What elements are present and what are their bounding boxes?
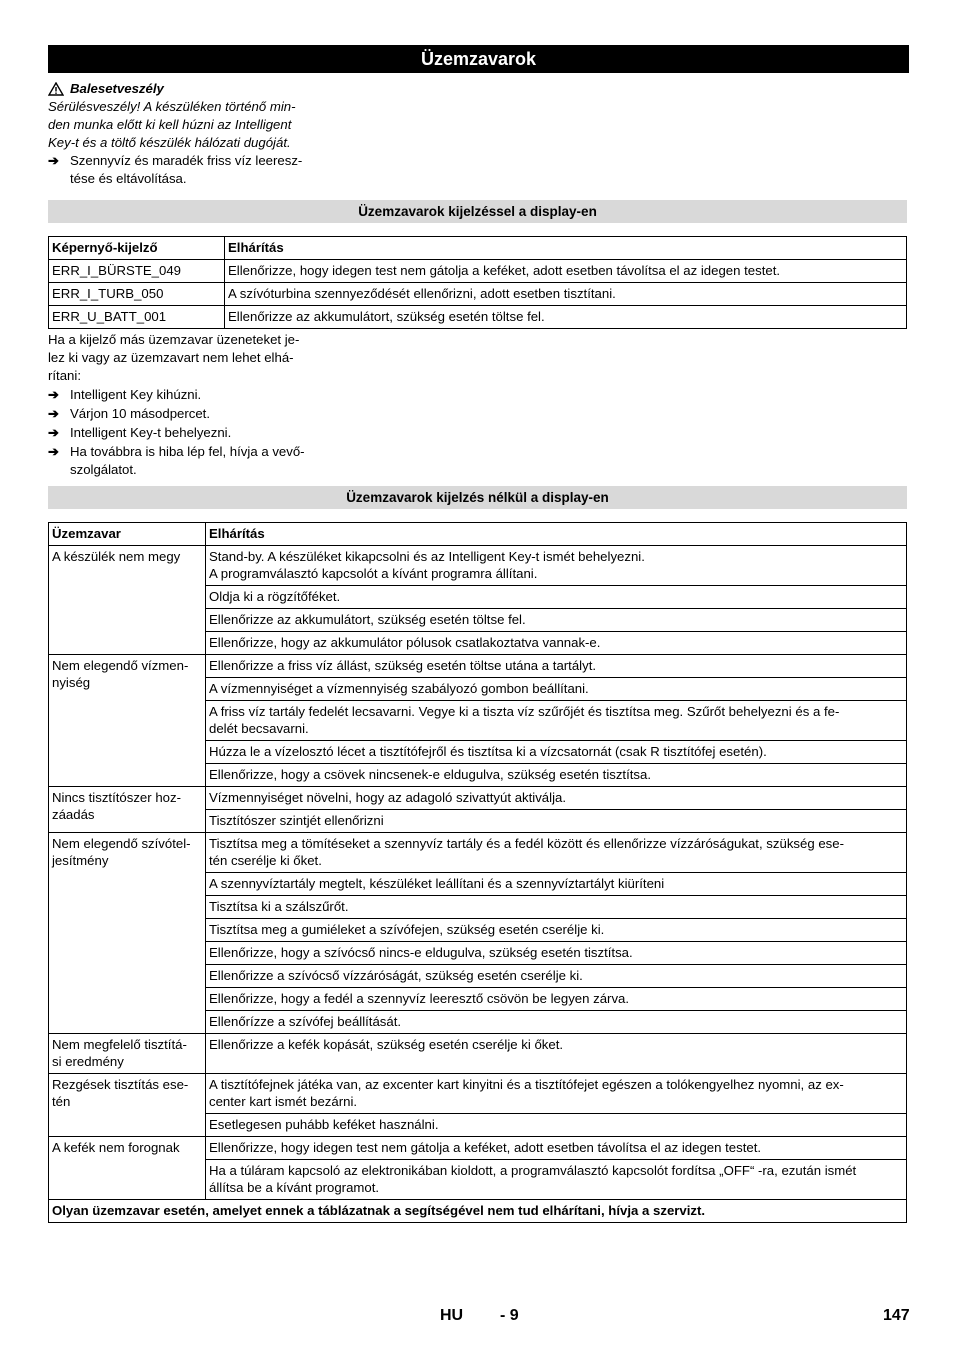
remedy-cell: Tisztítsa ki a szálszűrőt. (206, 896, 907, 919)
warning-text (48, 98, 328, 152)
intro-line: Ha a kijelző más üzemzavar üzeneteket je- (48, 332, 300, 347)
header-cell: Üzemzavar (49, 523, 206, 546)
arrow-right-icon: ➔ (48, 153, 60, 168)
fault-cell: Nem elegendő szívótel- jesítmény (49, 833, 206, 1034)
remedy-cell: Ellenőrizze az akkumulátort, szükség esetén töltse fel. (206, 609, 907, 632)
fault-cell: Nem elegendő vízmen- nyiség (49, 655, 206, 787)
warning-text-line: Sérülésveszély! A készüléken történő min- (48, 99, 296, 114)
remedy-cell: Ellenőrizze, hogy a fedél a szennyvíz leeresztő csövön be legyen zárva. (206, 988, 907, 1011)
remedy: Ellenőrizze az akkumulátort, szükség esetén töltse fel. (225, 306, 907, 329)
reset-instructions (48, 331, 328, 479)
fault-cell: A készülék nem megy (49, 546, 206, 655)
table-header-row (49, 523, 907, 546)
step-text: Várjon 10 másodpercet. (70, 406, 211, 421)
table-row (49, 283, 907, 306)
warning-text-line: den munka előtt ki kell húzni az Intelligent (48, 117, 292, 132)
remedy-cell: Stand-by. A készüléket kikapcsolni és az Intelligent Key-t ismét behelyezni. A programválasztó kapcsolót a kívánt programra állítani. (206, 546, 907, 586)
final-note: Olyan üzemzavar esetén, amelyet ennek a táblázatnak a segítségével nem tud elhárítani, hívja a szervizt. (49, 1200, 907, 1223)
step-text: Intelligent Key-t behelyezni. (70, 425, 232, 440)
arrow-right-icon: ➔ (48, 425, 60, 440)
remedy: Ellenőrizze, hogy idegen test nem gátolja a keféket, adott esetben távolítsa el az idegen testet. (225, 260, 907, 283)
remedy-cell: Tisztítsa meg a gumiéleket a szívófejen, szükség esetén cserélje ki. (206, 919, 907, 942)
page-title: Üzemzavarok (48, 45, 909, 73)
step-item (48, 443, 328, 479)
fault-cell: Rezgések tisztítás ese- tén (49, 1074, 206, 1137)
remedy-cell: Ellenőrizze, hogy az akkumulátor pólusok csatlakoztatva vannak-e. (206, 632, 907, 655)
table-row (49, 1074, 907, 1114)
table-header-row (49, 237, 907, 260)
remedy-cell: Ellenőrizze, hogy a szívócső nincs-e eldugulva, szükség esetén tisztítsa. (206, 942, 907, 965)
section-heading-no-display: Üzemzavarok kijelzés nélkül a display-en (48, 486, 907, 509)
step-item (48, 405, 328, 423)
remedy-cell: Ellenőrizze, hogy idegen test nem gátolja a keféket, adott esetben távolítsa el az idegen testet. (206, 1137, 907, 1160)
remedy-cell: Ellenőrizze a friss víz állást, szükség esetén töltse utána a tartályt. (206, 655, 907, 678)
table-row (49, 655, 907, 678)
remedy-cell: Ellenőrízze a szívófej beállítását. (206, 1011, 907, 1034)
remedy-cell: A friss víz tartály fedelét lecsavarni. Vegye ki a tiszta víz szűrőjét és tisztítsa meg. Szűrőt behelyezni és a fe- delét becsavarni. (206, 701, 907, 741)
step-text: Intelligent Key kihúzni. (70, 387, 202, 402)
arrow-right-icon: ➔ (48, 387, 60, 402)
error-code: ERR_I_BÜRSTE_049 (49, 260, 225, 283)
arrow-right-icon: ➔ (48, 444, 60, 459)
remedy-cell: Húzza le a vízelosztó lécet a tisztítófejről és tisztítsa ki a vízcsatornát (csak R tisztítófej esetén). (206, 741, 907, 764)
warning-block (48, 80, 328, 188)
footer-language: HU (440, 1307, 464, 1324)
warning-step-line: Szennyvíz és maradék friss víz leeresz- (70, 153, 303, 168)
table-row (49, 546, 907, 586)
remedy-cell: Ellenőrizze a szívócső vízzáróságát, szükség esetén cserélje ki. (206, 965, 907, 988)
table-row (49, 306, 907, 329)
fault-cell: Nincs tisztítószer hoz- záadás (49, 787, 206, 833)
table-row (49, 1034, 907, 1074)
error-code: ERR_I_TURB_050 (49, 283, 225, 306)
footer-page-number: 147 (883, 1307, 910, 1324)
section-heading-display: Üzemzavarok kijelzéssel a display-en (48, 200, 907, 223)
remedy-cell: A szennyvíztartály megtelt, készüléket leállítani és a szennyvíztartályt kiüríteni (206, 873, 907, 896)
warning-step-line: tése és eltávolítása. (70, 171, 187, 186)
fault-cell: Nem megfelelő tisztítá- si eredmény (49, 1034, 206, 1074)
header-cell: Elhárítás (225, 237, 907, 260)
step-text-line: Ha továbbra is hiba lép fel, hívja a vevő- (70, 444, 305, 459)
arrow-right-icon: ➔ (48, 406, 60, 421)
step-text-line: szolgálatot. (70, 462, 137, 477)
remedy-cell: A tisztítófejnek játéka van, az excenter kart kinyitni és a tisztítófejet egészen a tolókengyelhez nyomni, az ex- center kart ismét bezárni. (206, 1074, 907, 1114)
remedy-cell: Tisztítószer szintjét ellenőrizni (206, 810, 907, 833)
intro-line: lez ki vagy az üzemzavart nem lehet elhá- (48, 350, 294, 365)
intro-line: rítani: (48, 368, 81, 383)
fault-cell: A kefék nem forognak (49, 1137, 206, 1200)
table-row (49, 260, 907, 283)
remedy-cell: Vízmennyiséget növelni, hogy az adagoló szivattyút aktiválja. (206, 787, 907, 810)
faults-table (48, 522, 907, 1223)
remedy-cell: Ha a túláram kapcsoló az elektronikában kioldott, a programválasztó kapcsolót fordítsa „OFF“ -ra, ezután ismét állítsa be a kívánt programot. (206, 1160, 907, 1200)
remedy-cell: Ellenőrizze a kefék kopását, szükség esetén cserélje ki őket. (206, 1034, 907, 1074)
warning-triangle-icon (48, 82, 64, 96)
table-row (49, 1137, 907, 1160)
remedy-cell: Esetlegesen puhább keféket használni. (206, 1114, 907, 1137)
warning-step (48, 152, 328, 188)
table-row (49, 833, 907, 873)
table-row (49, 787, 907, 810)
warning-text-line: Key-t és a töltő készülék hálózati dugóját. (48, 135, 291, 150)
error-code: ERR_U_BATT_001 (49, 306, 225, 329)
display-errors-table (48, 236, 907, 329)
header-cell: Képernyő-kijelző (49, 237, 225, 260)
remedy-cell: Ellenőrizze, hogy a csövek nincsenek-e eldugulva, szükség esetén tisztítsa. (206, 764, 907, 787)
footer-section-number: - 9 (500, 1307, 519, 1324)
remedy-cell: Oldja ki a rögzítőféket. (206, 586, 907, 609)
remedy-cell: Tisztítsa meg a tömítéseket a szennyvíz tartály és a fedél között és ellenőrizze vízzáróságukat, szükség ese- tén cserélje ki őket. (206, 833, 907, 873)
step-item (48, 386, 328, 404)
warning-heading (48, 80, 328, 98)
header-cell: Elhárítás (206, 523, 907, 546)
step-item (48, 424, 328, 442)
final-note-row (49, 1200, 907, 1223)
warning-heading-text: Balesetveszély (70, 81, 164, 96)
remedy-cell: A vízmennyiséget a vízmennyiség szabályozó gombon beállítani. (206, 678, 907, 701)
remedy: A szívóturbina szennyeződését ellenőrizni, adott esetben tisztítani. (225, 283, 907, 306)
